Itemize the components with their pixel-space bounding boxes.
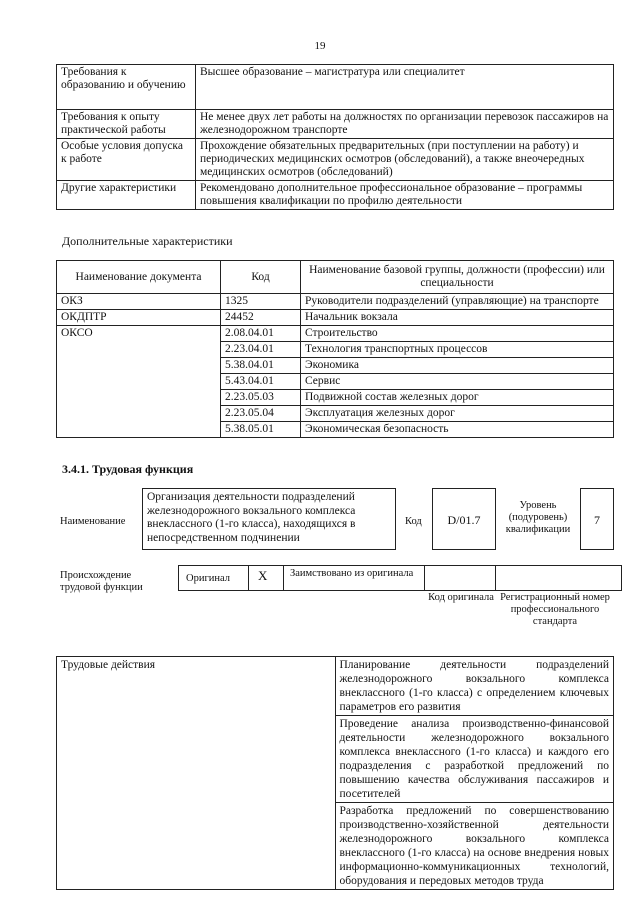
requirement-label: Особые условия допуска к работе (57, 139, 196, 181)
requirement-value: Не менее двух лет работы на должностях по организации перевозок пассажиров на железнодорожном транспорте (196, 110, 614, 139)
doc-name: ОКЗ (57, 294, 221, 310)
code-label: Код (405, 516, 422, 527)
labor-actions-label: Трудовые действия (57, 657, 336, 890)
occupation-name: Экономика (301, 358, 614, 374)
occupation-name: Подвижной состав железных дорог (301, 390, 614, 406)
table-row (57, 326, 614, 342)
table-row (57, 181, 614, 210)
column-header: Наименование базовой группы, должности (профессии) или специальности (301, 261, 614, 294)
requirement-label: Требования к образованию и обучению (57, 65, 196, 110)
original-code-caption: Код оригинала (428, 592, 494, 603)
table-row (57, 657, 614, 716)
requirement-label: Требования к опыту практической работы (57, 110, 196, 139)
name-label: Наименование (60, 516, 126, 527)
doc-code: 2.23.05.04 (221, 406, 301, 422)
column-header: Наименование документа (57, 261, 221, 294)
table-row (57, 294, 614, 310)
occupation-name: Эксплуатация железных дорог (301, 406, 614, 422)
function-name-box: Организация деятельности подразделений железнодорожного вокзального комплекса внеклассного (1-го класса), находящихся в непосредственном подчинении (142, 488, 396, 550)
occupation-name: Технология транспортных процессов (301, 342, 614, 358)
requirements-table (56, 64, 614, 210)
table-row (57, 139, 614, 181)
column-header: Код (221, 261, 301, 294)
page-number: 19 (314, 40, 326, 52)
doc-code: 2.23.05.03 (221, 390, 301, 406)
origin-label: Происхождение трудовой функции (60, 570, 143, 593)
table-row (57, 110, 614, 139)
requirement-value: Высшее образование – магистратура или специалитет (196, 65, 614, 110)
labor-action-item: Планирование деятельности подразделений железнодорожного вокзального комплекса внеклассного (1-го класса) с определением ключевых параметров его развития (335, 657, 614, 716)
occupation-name: Сервис (301, 374, 614, 390)
doc-code: 1325 (221, 294, 301, 310)
occupation-name: Руководители подразделений (управляющие) на транспорте (301, 294, 614, 310)
requirement-value: Рекомендовано дополнительное профессиональное образование – программы повышения квалификации по профилю деятельности (196, 181, 614, 210)
qualification-level-box: 7 (580, 488, 614, 550)
additional-characteristics-title: Дополнительные характеристики (62, 234, 233, 248)
doc-name: ОКСО (57, 326, 221, 438)
labor-actions-table (56, 656, 614, 890)
requirement-label: Другие характеристики (57, 181, 196, 210)
table-header-row (57, 261, 614, 294)
doc-code: 5.38.05.01 (221, 422, 301, 438)
occupation-name: Строительство (301, 326, 614, 342)
table-row (57, 310, 614, 326)
original-mark: X (258, 568, 268, 583)
table-row (57, 65, 614, 110)
borrowed-label: Заимствовано из оригинала (290, 568, 414, 579)
doc-code: 2.08.04.01 (221, 326, 301, 342)
doc-code: 24452 (221, 310, 301, 326)
occupation-name: Экономическая безопасность (301, 422, 614, 438)
doc-name: ОКДПТР (57, 310, 221, 326)
level-label: Уровень (подуровень) квалификации (505, 500, 571, 535)
doc-code: 2.23.04.01 (221, 342, 301, 358)
registration-number-caption: Регистрационный номер профессионального стандарта (500, 592, 610, 627)
occupation-name: Начальник вокзала (301, 310, 614, 326)
doc-code: 5.43.04.01 (221, 374, 301, 390)
doc-code: 5.38.04.01 (221, 358, 301, 374)
classifier-table (56, 260, 614, 438)
function-heading: 3.4.1. Трудовая функция (62, 462, 194, 476)
requirement-value: Прохождение обязательных предварительных (при поступлении на работу) и периодических медицинских осмотров (обследований), а также внеочередных медицинских осмотров (обследований) (196, 139, 614, 181)
function-code-box: D/01.7 (432, 488, 496, 550)
original-label: Оригинал (186, 573, 230, 584)
origin-divider (424, 565, 496, 591)
labor-action-item: Разработка предложений по совершенствованию производственно-хозяйственной деятельности железнодорожного вокзального комплекса внеклассного (1-го класса) на основе внедрения новых информационно-коммуникационных технологий, оборудования и передовых методов труда (335, 803, 614, 890)
labor-action-item: Проведение анализа производственно-финансовой деятельности железнодорожного вокзального комплекса внеклассного (1-го класса) и каждого его подразделения с разработкой предложений по повышению качества обслуживания пассажиров и посетителей (335, 716, 614, 803)
